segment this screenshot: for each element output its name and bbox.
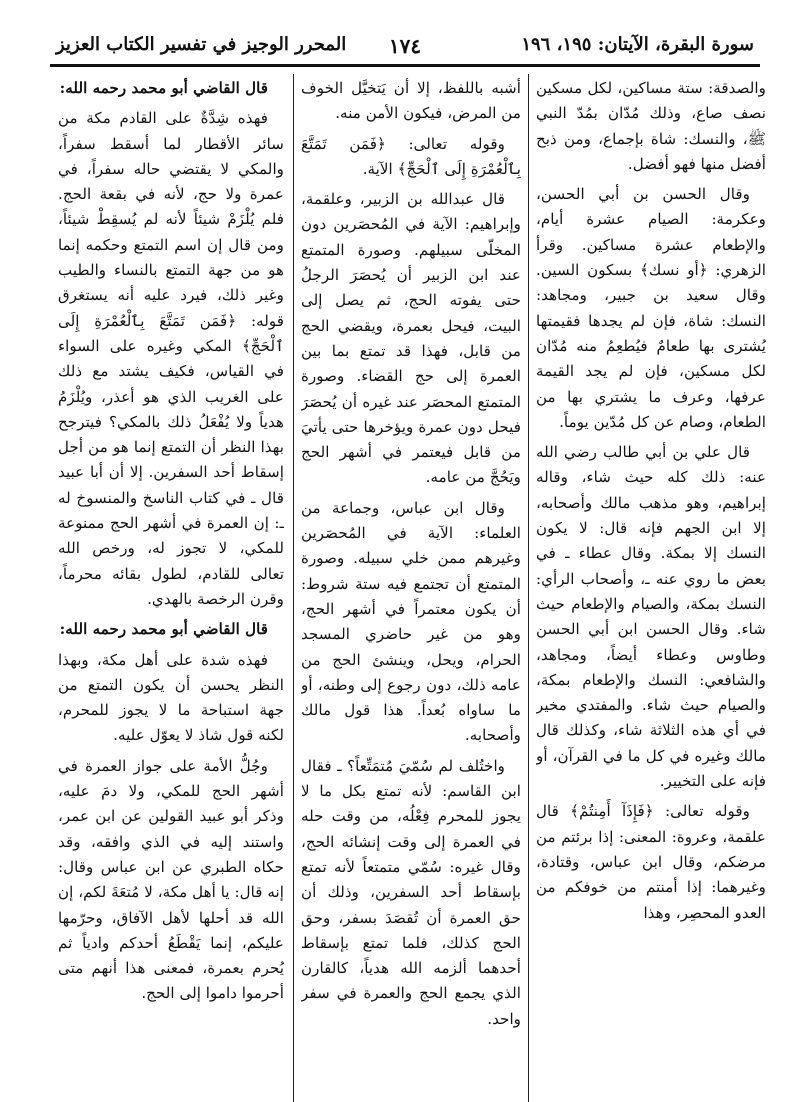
section-heading: قال القاضي أبو محمد رحمه الله:	[59, 620, 268, 639]
page-number: ١٧٤	[388, 34, 422, 58]
column-divider	[528, 74, 529, 1102]
paragraph: والصدقة: ستة مساكين، لكل مسكين نصف صاع، وذلك مُدّان بمُدّ النبي ﷺ، والنسك: شاة بإجماع، ومن ذبح أفضل منها فهو أفضل.	[536, 79, 766, 173]
paragraph: وجُلُّ الأمة على جواز العمرة في أشهر الحج للمكي، ولا دمَ عليه، وذكر أبو عبيد القولين عن ابن عمر، واستند إليه في الذي وافقه، وقد حكاه الطبري عن ابن عباس وقال: إنه قال: يا أهل مكة، لا مُتعَةَ لكم، إن الله قد أحلها لأهل الآفاق، وحرّمها عليكم، إنما يَقْطَعُ أحدكم وادياً ثم يُحرم بعمرة، فمعنى هذا أنهم متى أحرموا داموا إلى الحج.	[58, 756, 284, 1003]
paragraph: وقوله تعالى: ﴿فَمَن تَمَتَّعَ بِٱلْعُمْرَةِ إِلَى ٱلْحَجِّ﴾ الآية.	[301, 134, 521, 178]
text-column-right	[536, 76, 766, 1096]
paragraph: فهذه شدة على أهل مكة، وبهذا النظر يحسن أن يكون التمتع من جهة استباحة ما لا يجوز للمحرم، لكنه قول شاذ لا يعوّل عليه.	[58, 650, 284, 745]
running-header	[50, 30, 760, 66]
paragraph: قال عبدالله بن الزبير، وعلقمة، وإبراهيم: الآية في المُحصَرين دون المخلّى سبيلهم. وصورة المتمتع عند ابن الزبير أن يُحصَرَ الرجلُ حتى يفوته الحج، ثم يصل إلى البيت، فيحل بعمرة، ويقضي الحج من قابل، فهذا قد تمتع بما بين العمرة إلى حج القضاء. وصورة المتمتع المحصَر عند غيره أن يُحصَرَ فيحل دون عمرة ويؤخرها حتى يأتيَ من قابل فيعتمر في أشهر الحج ويَحُجَّ من عامه.	[301, 190, 521, 487]
text-column-middle	[301, 76, 521, 1096]
paragraph: قال علي بن أبي طالب رضي الله عنه: ذلك كله حيث شاء، وقاله إبراهيم، وهو مذهب مالك وأصحابه، إلا ابن الجهم فإنه قال: لا يكون النسك إلا بمكة. وقال عطاء ـ في بعض ما روي عنه ـ، وأصحاب الرأي: النسك بمكة، والصيام والإطعام حيث شاء. وقال الحسن ابن أبي الحسن وطاوس وعطاء أيضاً، ومجاهد، والشافعي: النسك والإطعام بمكة، والصيام حيث شاء. والمفتدي مخير في أي هذه الثلاثة شاء، وكذلك قال مالك وغيره في كل ما في القرآن، أو فإنه على التخيير.	[536, 443, 766, 791]
surah-reference: سورة البقرة، الآيتان: ١٩٥، ١٩٦	[521, 34, 754, 55]
paragraph: وقال ابن عباس، وجماعة من العلماء: الآية في المُحصَرين وغيرهم ممن خلي سبيله. وصورة المتمتع أن تجتمع فيه ستة شروط: أن يكون معتمراً في أشهر الحج، وهو من غير حاضري المسجد الحرام، ويحل، وينشئ الحج من عامه ذلك، دون رجوع إلى وطنه، أو ما ساواه بُعداً. هذا قول مالك وأصحابه.	[301, 498, 521, 745]
paragraph: وقال الحسن بن أبي الحسن، وعكرمة: الصيام عشرة أيام، والإطعام عشرة مساكين. وقرأ الزهري: ﴿أو نسك﴾ بسكون السين. وقال سعيد بن جبير، ومجاهد: النسك: شاة، فإن لم يجدها فقيمتها يُشترى بها طعامٌ فيُطعِمُ منه مُدّان لكل مسكين، فإن لم يجد القيمة عرفها، وعرف ما يشتري بها من الطعام، وصام عن كل مُدّين يوماً.	[536, 185, 766, 431]
paragraph: وقوله تعالى: ﴿فَإِذَآ أَمِنتُمْ﴾ قال علقمة، وعروة: المعنى: إذا برئتم من مرضكم، وقال ابن عباس، وقتادة، وغيرهما: إذا أمنتم من خوفكم من العدو المحصِر، وهذا	[536, 802, 766, 922]
book-title: المحرر الوجيز في تفسير الكتاب العزيز	[56, 34, 347, 55]
paragraph: أشبه باللفظ، إلا أن يَتخيَّل الخوف من المرض، فيكون الأمن منه.	[301, 79, 521, 123]
column-divider	[293, 74, 294, 1102]
paragraph: فهذه شِدَّةٌ على القادم مكة من سائر الأقطار لما أسقط سفراً، والمكي لا يقتضي حاله سفراً، في عمرة ولا حج، لأنه في بقعة الحج. فلم يُلْزَمْ شيئاً لأنه لم يُسقِطْ شيئاً، ومن قال إن اسم التمتع وحكمه إنما هو من جهة التمتع بالنساء والطيب وغير ذلك، فيرد عليه أنه يستغرق قوله: ﴿فَمَن تَمَتَّعَ بِٱلْعُمْرَةِ إِلَى ٱلْحَجِّ﴾ المكي وغيره على السواء في القياس، فكيف يشتد مع ذلك على الغريب الذي هو أعذر، ويُلْزَمُ هدياً ولا يُفْعَلُ ذلك بالمكي؟ فيترجح بهذا النظر أن التمتع إنما هو من أجل إسقاط أحد السفرين. إلا أن أبا عبيد قال ـ في كتاب الناسخ والمنسوخ له ـ: إن العمرة في أشهر الحج ممنوعة للمكي، لا تجوز له، ورخص الله تعالى للقادم، لطول بقائه محرماً، وقرن الرخصة بالهدي.	[58, 109, 284, 608]
header-divider	[50, 64, 760, 67]
paragraph: واختُلف لم سُمّيَ مُتمَتِّعاً؟ ـ فقال ابن القاسم: لأنه تمتع بكل ما لا يجوز للمحرم فِعْلُه، من وقت حله في العمرة إلى وقت إنشائه الحج، وقال غيره: سُمّي متمتعاً لأنه تمتع بإسقاط أحد السفرين، وذلك أن حق العمرة أن تُقصَدَ بسفر، وحق الحج كذلك، فلما تمتع بإسقاط أحدهما ألزمه الله هدياً، كالقارن الذي يجمع الحج والعمرة في سفر واحد.	[301, 756, 521, 1028]
text-column-left	[58, 76, 284, 1096]
section-heading: قال القاضي أبو محمد رحمه الله:	[59, 79, 268, 97]
